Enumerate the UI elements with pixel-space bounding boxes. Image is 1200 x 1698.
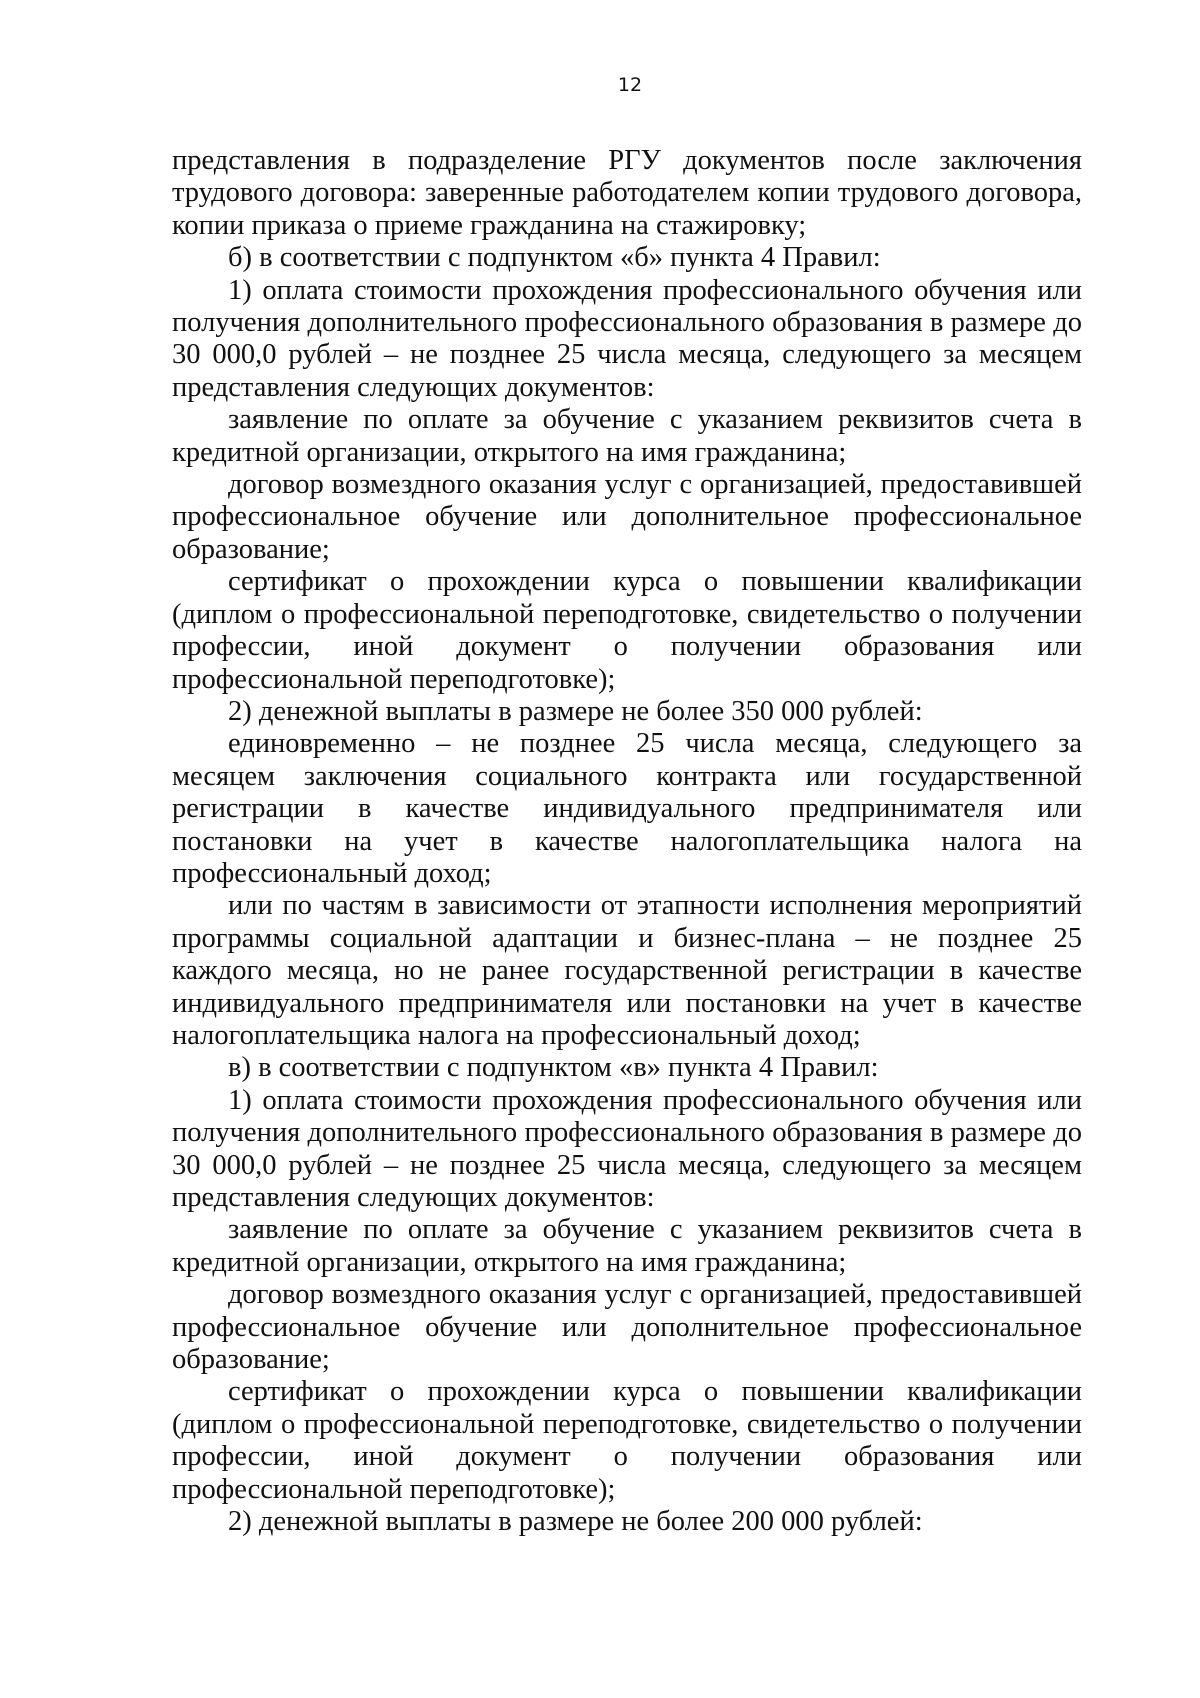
- paragraph-b-lump-sum: единовременно – не позднее 25 числа месяца, следующего за месяцем заключения социального контракта или государственной регистрации в качестве индивидуального предпринимателя или постановки на учет в качестве налогоплательщика налога на профессиональный доход;: [172, 728, 1082, 889]
- paragraph-b-application: заявление по оплате за обучение с указанием реквизитов счета в кредитной организации, открытого на имя гражданина;: [172, 404, 1082, 468]
- paragraph-v-application: заявление по оплате за обучение с указанием реквизитов счета в кредитной организации, открытого на имя гражданина;: [172, 1214, 1082, 1278]
- paragraph-subsection-b: б) в соответствии с подпунктом «б» пункта 4 Правил:: [228, 242, 881, 274]
- paragraph-subsection-v: в) в соответствии с подпунктом «в» пункта 4 Правил:: [228, 1052, 879, 1084]
- paragraph-b-certificate: сертификат о прохождении курса о повышении квалификации (диплом о профессиональной переподготовке, свидетельство о получении профессии, иной документ о получении образования или профессиональной переподготовке);: [172, 566, 1082, 695]
- paragraph-continuation: представления в подразделение РГУ документов после заключения трудового договора: заверенные работодателем копии трудового договора, копии приказа о приеме гражданина на стажировку;: [172, 145, 1082, 241]
- page-number: 12: [617, 74, 643, 96]
- paragraph-v-item-2: 2) денежной выплаты в размере не более 200 000 рублей:: [228, 1506, 923, 1538]
- paragraph-b-installments: или по частям в зависимости от этапности исполнения мероприятий программы социальной адаптации и бизнес-плана – не позднее 25 каждого месяца, но не ранее государственной регистрации в качестве индивидуального предпринимателя или постановки на учет в качестве налогоплательщика налога на профессиональный доход;: [172, 890, 1082, 1051]
- paragraph-v-service-contract: договор возмездного оказания услуг с организацией, предоставившей профессиональное обучение или дополнительное профессиональное образование;: [172, 1279, 1082, 1376]
- paragraph-v-certificate: сертификат о прохождении курса о повышении квалификации (диплом о профессиональной переподготовке, свидетельство о получении профессии, иной документ о получении образования или профессиональной переподготовке);: [172, 1376, 1082, 1505]
- paragraph-b-item-2: 2) денежной выплаты в размере не более 350 000 рублей:: [228, 695, 923, 727]
- paragraph-b-service-contract: договор возмездного оказания услуг с организацией, предоставившей профессиональное обучение или дополнительное профессиональное образование;: [172, 469, 1082, 565]
- document-body: [172, 145, 1082, 1538]
- paragraph-b-item-1: 1) оплата стоимости прохождения профессионального обучения или получения дополнительного профессионального образования в размере до 30 000,0 рублей – не позднее 25 числа месяца, следующего за месяцем представления следующих документов:: [172, 274, 1082, 403]
- paragraph-v-item-1: 1) оплата стоимости прохождения профессионального обучения или получения дополнительного профессионального образования в размере до 30 000,0 рублей – не позднее 25 числа месяца, следующего за месяцем представления следующих документов:: [172, 1084, 1082, 1213]
